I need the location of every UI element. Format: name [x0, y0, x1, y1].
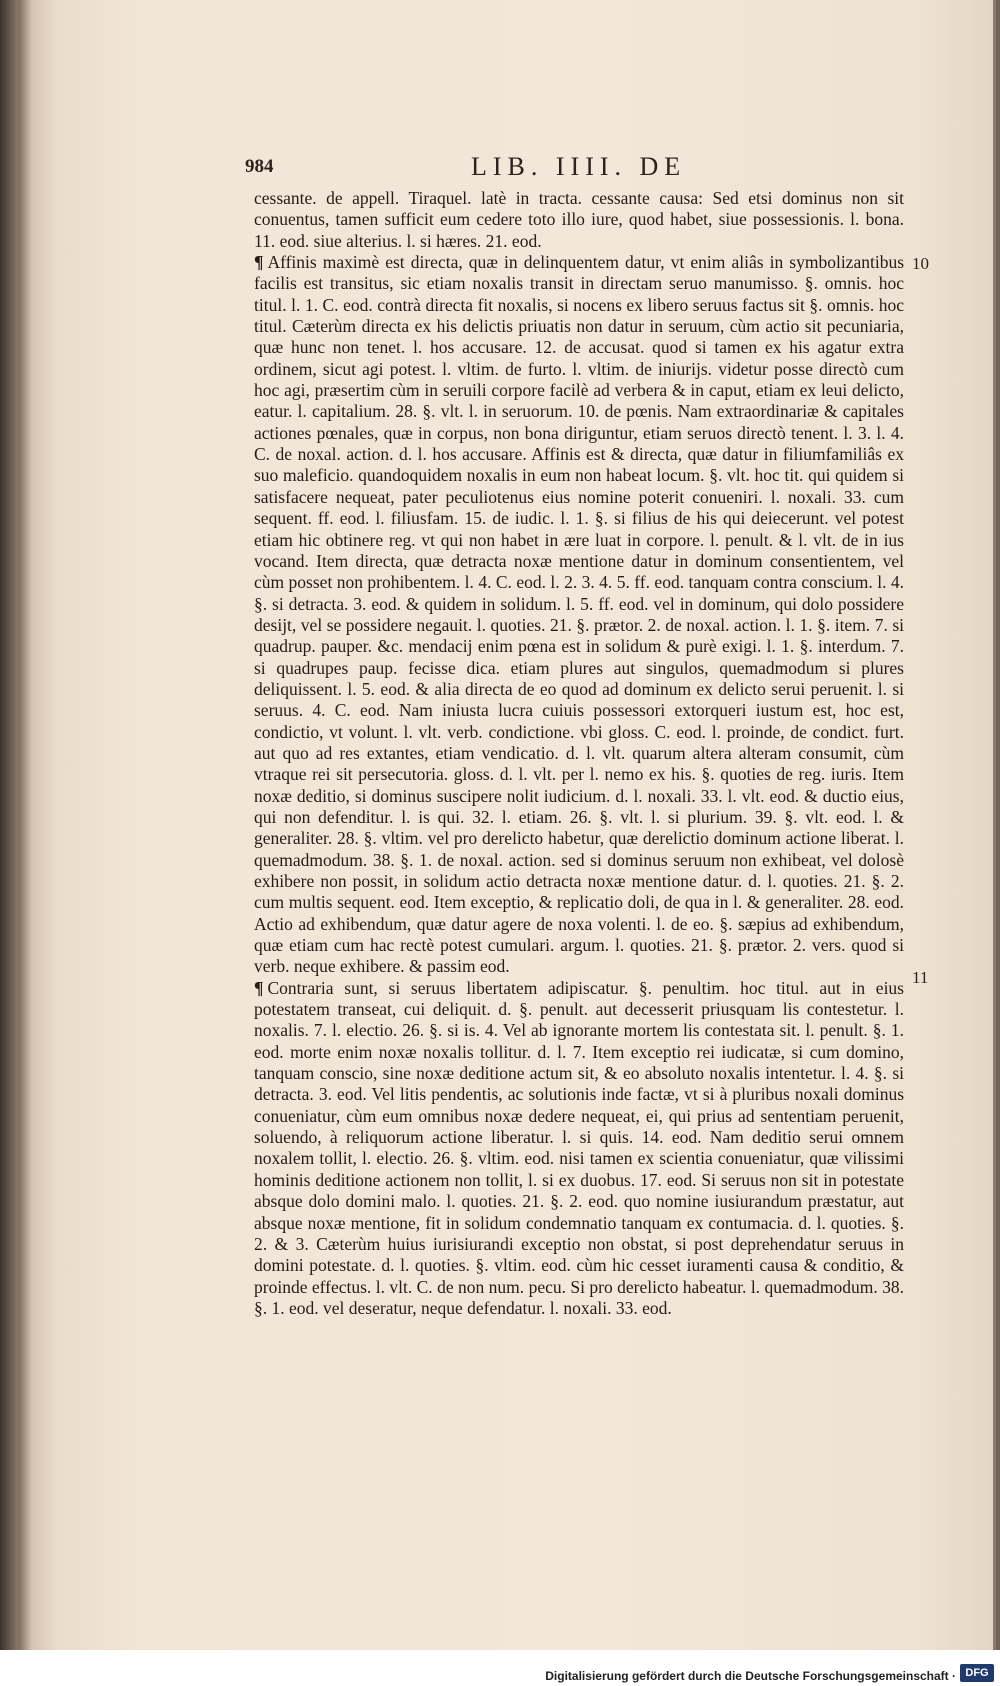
- text-block: [254, 188, 904, 1319]
- paragraph-3: [254, 978, 904, 1320]
- paragraph-1: cessante. de appell. Tiraquel. latè in tracta. cessante causa: Sed etsi dominus non sit conuentus, tamen sufficit eum cedere toto illo iure, quod habet, siue possessionis. l. bona. 11. eod. siue alterius. l. si hæres. 21. eod.: [254, 188, 904, 251]
- paragraph-2: [254, 252, 904, 978]
- margin-number-11: 11: [912, 968, 929, 987]
- pilcrow-mark: ¶: [254, 252, 264, 273]
- page-header: [245, 152, 885, 186]
- paragraph-2-text: Affinis maximè est directa, quæ in delinquentem datur, vt enim aliâs in symbolizantibus facilis est transitus, sic etiam noxalis transit in directam seruo manumisso. §. omnis. hoc titul. l. 1. C. eod. contrà directa fit noxalis, si nocens ex libero seruus factus sit §. omnis. hoc titul. Cæterùm directa ex his delictis priuatis non datur in seruum, cùm actio sit pecuniaria, quæ hunc non tenet. l. hos accusare. 12. de accusat. quod si tamen ex his agatur extra ordinem, sicut agi potest. l. vltim. de furto. l. vltim. de iniurijs. videtur posse directò cum hoc agi, præsertim cùm in seruili corpore facilè ad verbera & in caput, etiam ex leui delicto, eatur. l. capitalium. 28. §. vlt. l. in seruorum. 10. de pœnis. Nam extraordinariæ & capitales actiones pœnales, quæ in corpus, non bona diriguntur, etiam seruos directò tenent. l. 3. l. 4. C. de noxal. action. d. l. hos accusare. Affinis est & directa, quæ datur in filiumfamiliâs ex suo maleficio. quandoquidem noxalis in eum non habeat locum. §. vlt. hoc tit. qui quidem si satisfacere nequeat, pater peculiotenus eius nomine poterit conueniri. l. noxali. 33. cum sequent. ff. eod. l. filiusfam. 15. de iudic. l. 1. §. si filius de his qui deiecerunt. vel potest etiam hic obtinere reg. vt qui non habet in ære luat in corpore. l. penult. & l. vlt. de in ius vocand. Item directa, quæ detracta noxæ mentione datur in dominum consentientem, vel cùm posset non prohibentem. l. 4. C. eod. l. 2. 3. 4. 5. ff. eod. tanquam contra conscium. l. 4. §. si detracta. 3. eod. & quidem in solidum. l. 5. ff. eod. vel in dominum, qui dolo possidere desijt, vel se possidere negauit. l. quoties. 21. §. prætor. 2. de noxal. action. l. 1. §. item. 7. si quadrup. pauper. &c. mendacij enim pœna est in solidum & purè exigi. l. 1. §. interdum. 7. si quadrupes paup. fecisse dica. etiam plures aut singulos, quemadmodum si plures deliquissent. l. 5. eod. & alia directa de eo quod ad dominum ex delicto serui peruenit. l. si seruus. 4. C. eod. Nam iniusta lucra cuiuis possessori extorqueri iustum est, hoc est, condictio, vt volunt. l. vlt. verb. condictione. vbi gloss. C. eod. l. proinde, de condict. furt. aut quo ad res extantes, etiam vendicatio. d. l. vlt. quarum altera alteram consumit, cùm vtraque rei sit persecutoria. gloss. d. l. vlt. per l. nemo ex his. §. quoties de reg. iuris. Item noxæ deditio, si dominus suscipere nolit iudicium. d. l. noxali. 33. l. vlt. eod. & ductio eius, qui non defenditur. l. is qui. 32. l. etiam. 26. §. vlt. l. si plurium. 39. §. vlt. eod. l. & generaliter. 28. §. vltim. vel pro derelicto habetur, quæ derelictio dominum actione liberat. l. quemadmodum. 38. §. 1. de noxal. action. sed si dominus seruum non exhibeat, vel dolosè exhibere non possit, in solidum actio detracta noxæ mentione datur. d. l. quoties. 21. §. 2. cum multis sequent. eod. Item exceptio, & replicatio doli, de qua in l. & generaliter. 28. eod. Actio ad exhibendum, quæ datur agere de noxa volenti. l. de eo. §. sæpius ad exhibendum, quæ etiam cum hac rectè potest cumulari. argum. l. quoties. 21. §. prætor. 2. vers. quod si verb. neque exhibere. & passim eod.: [254, 252, 904, 977]
- dfg-logo: DFG: [960, 1664, 994, 1682]
- running-head: LIB. IIII. DE: [471, 152, 687, 181]
- folio-number: 984: [245, 156, 274, 177]
- digitization-credit: Digitalisierung gefördert durch die Deutsche Forschungsgemeinschaft ·: [545, 1669, 956, 1683]
- paragraph-3-text: Contraria sunt, si seruus libertatem adipiscatur. §. penultim. hoc titul. aut in eius potestatem transeat, cui deliquit. d. §. penult. aut decesserit priusquam lis contestetur. l. noxalis. 7. l. electio. 26. §. si is. 4. Vel ab ignorante mortem lis contestata sit. l. penult. §. 1. eod. morte enim noxæ noxalis tollitur. d. l. 7. Item exceptio rei iudicatæ, si cum domino, tanquam conscio, sine noxæ deditione actum sit, & eo absoluto noxalis intentetur. l. 4. §. si detracta. 3. eod. Vel litis pendentis, ac solutionis inde factæ, vt si à pluribus noxali dominus conueniatur, cùm eum omnibus noxæ dedere nequeat, ei, qui prius ad sententiam peruenit, soluendo, à reliquorum actione liberatur. l. si quis. 14. eod. Nam deditio serui omnem noxalem tollit, l. electio. 26. §. vltim. eod. nisi tamen ex scientia conueniatur, quæ vilissimi hominis deditione actionem non tollit, l. si ex duobus. 17. eod. Si seruus non sit in potestate absque dolo domini malo. l. quoties. 21. §. 2. eod. quo nomine iusiurandum præstatur, aut absque noxæ mentione, fit in solidum condemnatio tanquam ex contumacia. d. l. quoties. §. 2. & 3. Cæterùm huius iurisiurandi exceptio non obstat, si post deprehendatur seruus in domini potestate. d. l. quoties. §. vltim. eod. cùm hic cesset iuramenti causa & conditio, & proinde effectus. l. vlt. C. de non num. pecu. Si pro derelicto habeatur. l. quemadmodum. 38. §. 1. eod. vel deseratur, neque defendatur. l. noxali. 33. eod.: [254, 977, 904, 1318]
- margin-number-10: 10: [912, 254, 929, 273]
- pilcrow-mark: ¶: [254, 977, 264, 998]
- gutter-shadow: [18, 0, 32, 1650]
